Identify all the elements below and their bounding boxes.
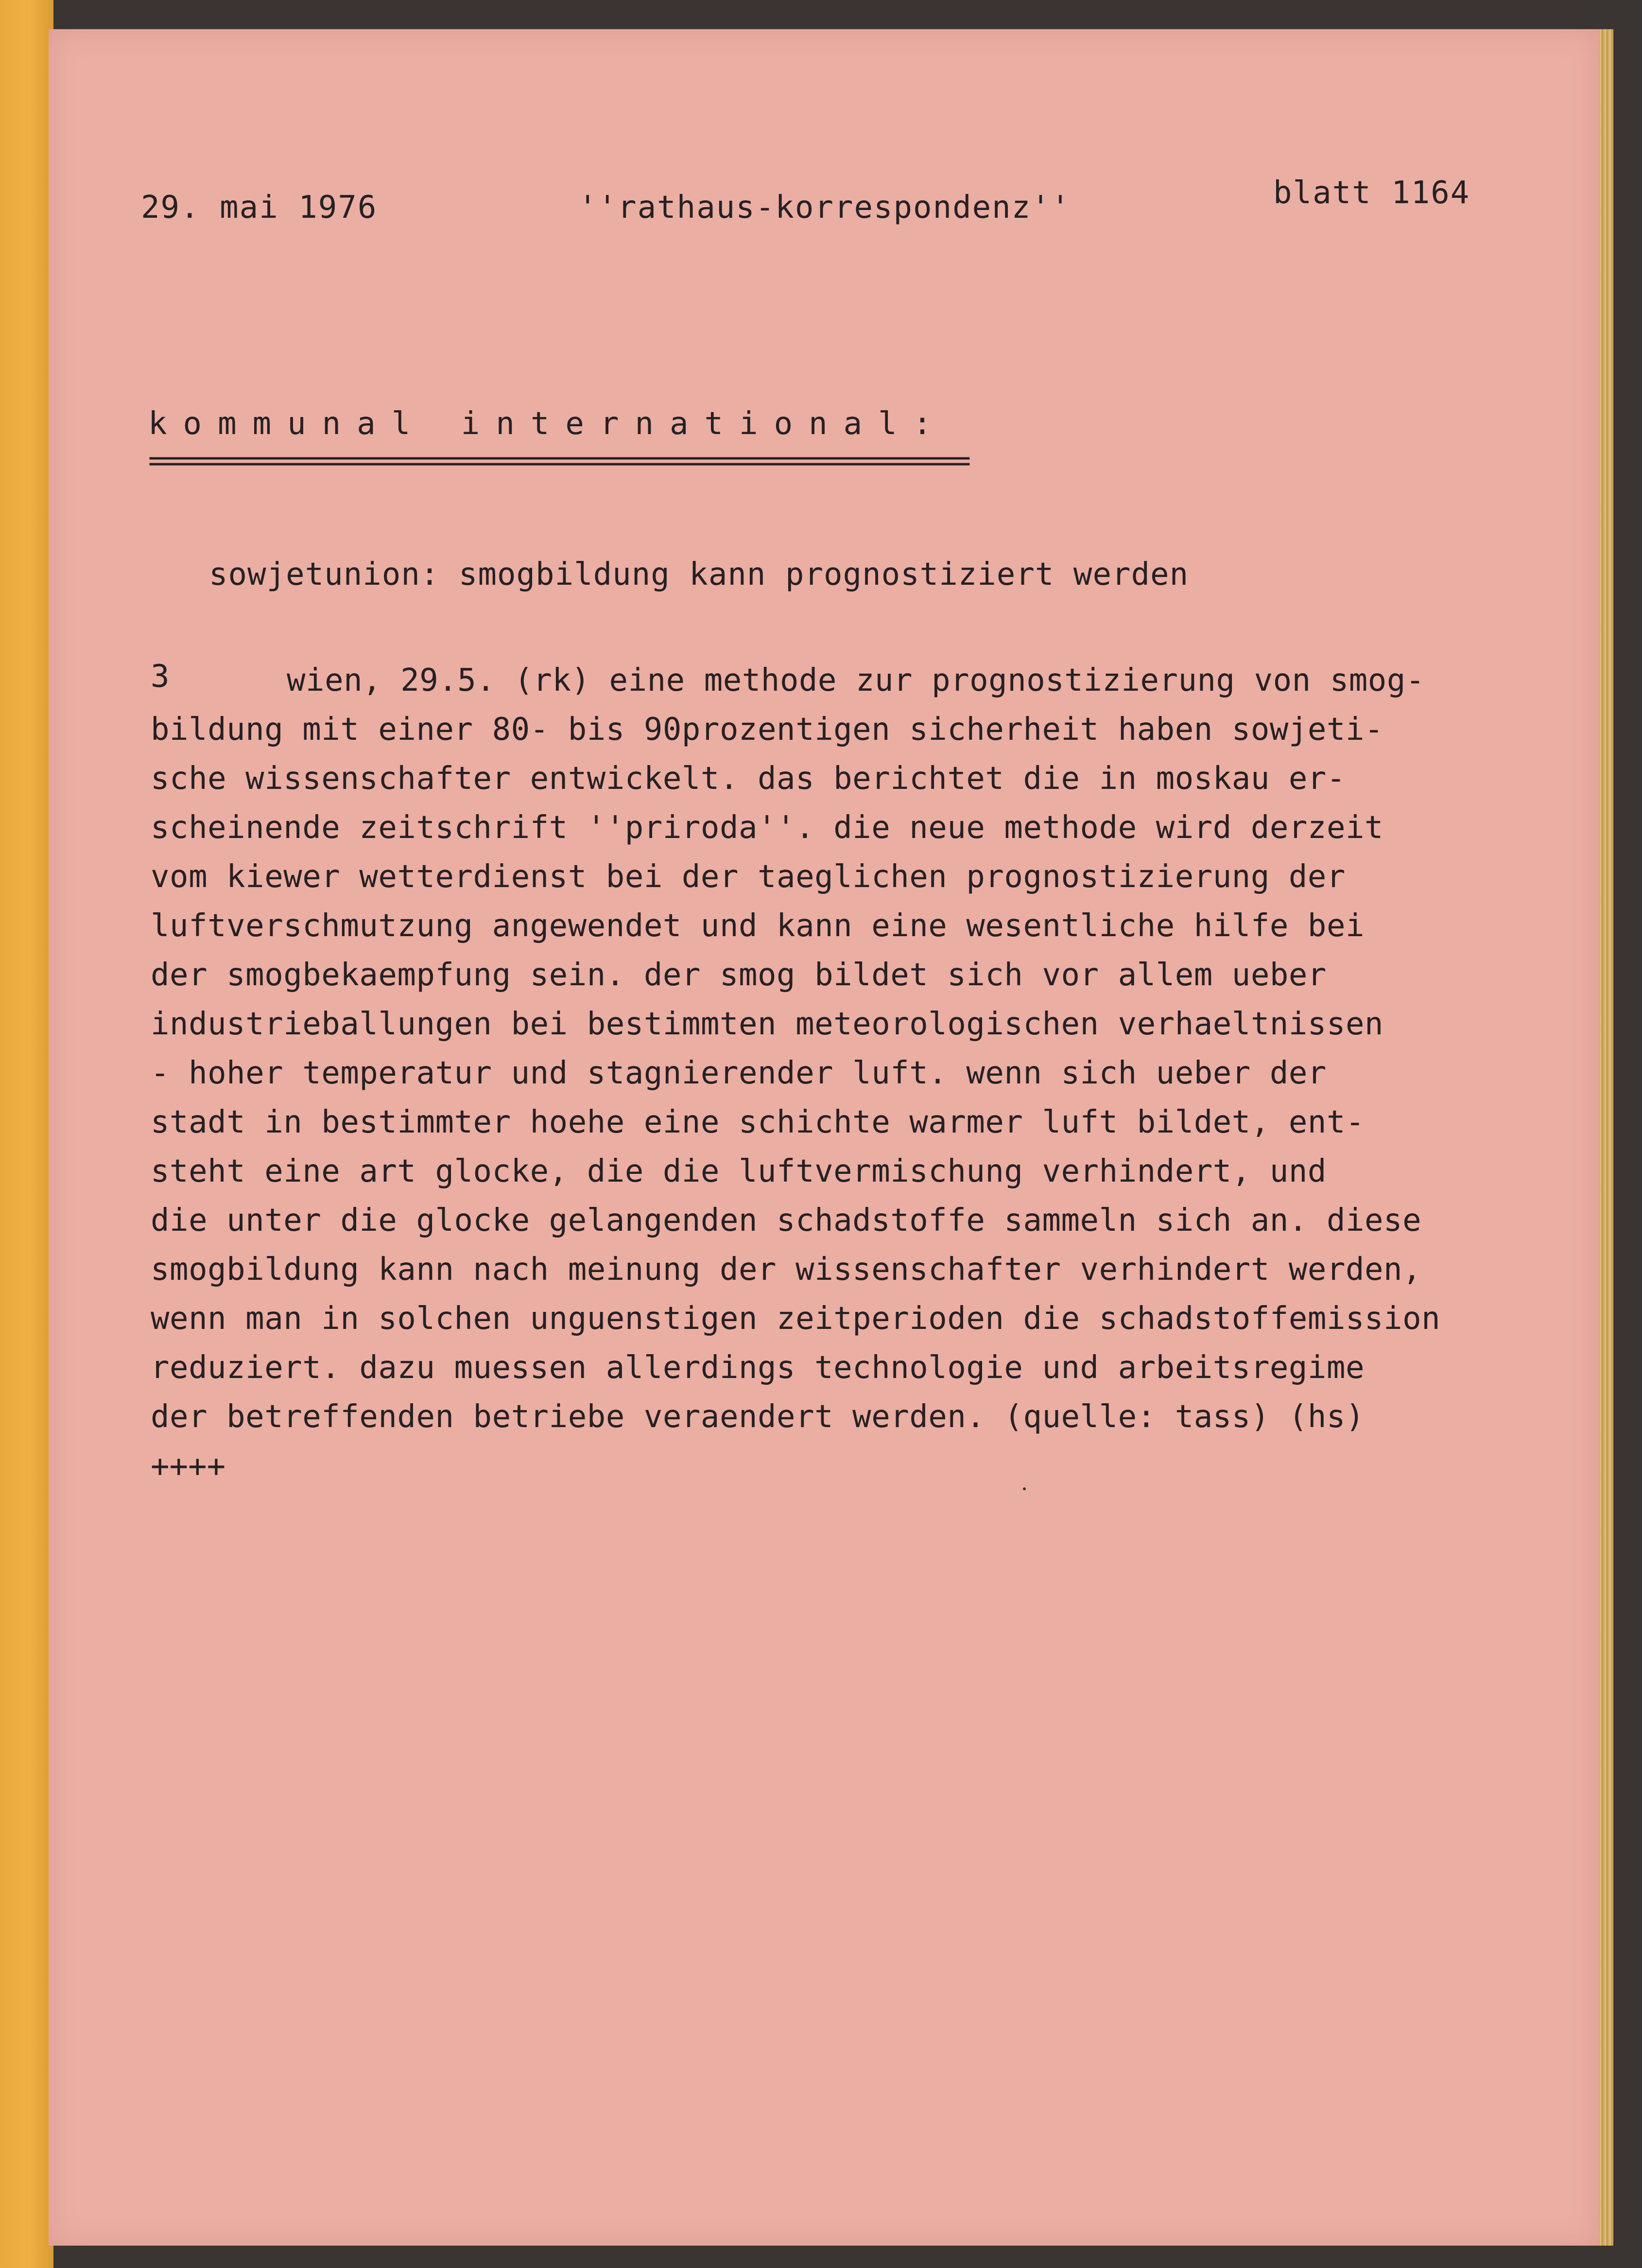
body-line: reduziert. dazu muessen allerdings technologie und arbeitsregime — [151, 1350, 1365, 1386]
body-line: industrieballungen bei bestimmten meteorologischen verhaeltnissen — [151, 1006, 1384, 1042]
body-line: wenn man in solchen unguenstigen zeitperioden die schadstoffemission — [151, 1301, 1441, 1337]
body-line: smogbildung kann nach meinung der wissenschafter verhindert werden, — [151, 1252, 1422, 1288]
article-body — [151, 656, 1440, 1442]
section-heading: kommunal international: — [148, 406, 948, 442]
body-line: scheinende zeitschrift ''priroda''. die neue methode wird derzeit — [151, 810, 1384, 846]
header-date: 29. mai 1976 — [141, 190, 378, 226]
document-page — [49, 29, 1599, 2246]
body-line: stadt in bestimmter hoehe eine schichte warmer luft bildet, ent- — [151, 1104, 1365, 1140]
body-line: sche wissenschafter entwickelt. das berichtet die in moskau er- — [151, 761, 1346, 797]
header-sheet-number: blatt 1164 — [1273, 175, 1470, 211]
article-headline: sowjetunion: smogbildung kann prognostiziert werden — [209, 557, 1189, 593]
body-line: die unter die glocke gelangenden schadstoffe sammeln sich an. diese — [151, 1203, 1422, 1239]
body-line: luftverschmutzung angewendet und kann eine wesentliche hilfe bei — [151, 908, 1365, 944]
header-publication: ''rathaus-korrespondenz'' — [578, 190, 1071, 226]
body-line: bildung mit einer 80- bis 90prozentigen sicherheit haben sowjeti- — [151, 712, 1384, 748]
body-line: der betreffenden betriebe veraendert werden. (quelle: tass) (hs) — [151, 1399, 1365, 1435]
body-line: vom kiewer wetterdienst bei der taeglichen prognostizierung der — [151, 859, 1346, 895]
body-line: - hoher temperatur und stagnierender luft. wenn sich ueber der — [151, 1055, 1327, 1091]
cover-edge — [0, 0, 53, 2268]
body-line: steht eine art glocke, die die luftvermischung verhindert, und — [151, 1153, 1327, 1189]
section-underline: ======================================================== — [148, 444, 968, 478]
paper-speck — [1023, 1487, 1026, 1490]
article-number: 3 — [151, 659, 170, 695]
body-line: wien, 29.5. (rk) eine methode zur prognostizierung von smog- — [287, 663, 1425, 698]
body-line: der smogbekaempfung sein. der smog bildet sich vor allem ueber — [151, 957, 1327, 993]
article-end-mark: ++++ — [151, 1448, 226, 1484]
